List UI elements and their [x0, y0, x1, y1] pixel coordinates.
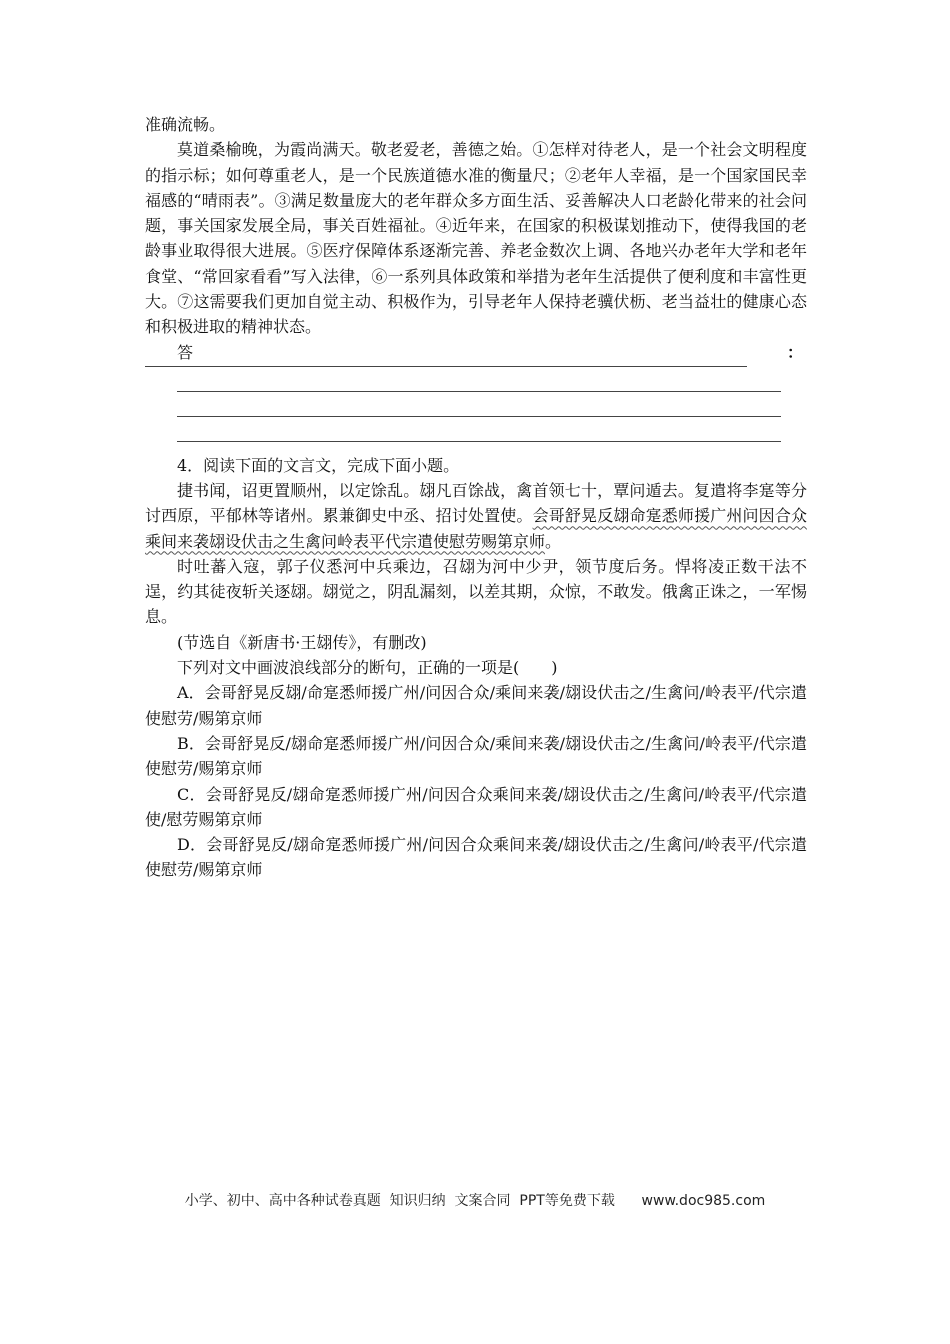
document-body — [145, 112, 807, 883]
answer-line-4[interactable] — [177, 441, 781, 442]
option-c[interactable]: C．会哥舒晃反/翃命寔悉师援广州/问因合众乘间来袭/翃设伏击之/生禽问/岭表平/代宗遣使/慰劳赐第京师 — [145, 784, 807, 829]
answer-line-3[interactable] — [177, 416, 781, 417]
option-b[interactable]: B．会哥舒晃反/翃命寔悉师援广州/问因合众/乘间来袭/翃设伏击之/生禽问/岭表平/代宗遣使慰劳/赐第京师 — [145, 733, 807, 779]
answer-colon: ： — [786, 342, 803, 362]
classical-paragraph-1 — [145, 478, 807, 554]
option-a[interactable]: A．会哥舒晃反翃/命寔悉师援广州/问因合众/乘间来袭/翃设伏击之/生禽问/岭表平/代宗遣使慰劳/赐第京师 — [145, 683, 807, 728]
question-stem: 下列对文中画波浪线部分的断句，正确的一项是( ) — [177, 658, 558, 678]
option-d[interactable]: D．会哥舒晃反/翃命寔悉师援广州/问因合众乘间来袭/翃设伏击之/生禽问/岭表平/代宗遣使慰劳/赐第京师 — [145, 835, 807, 880]
answer-line-2[interactable] — [177, 391, 781, 392]
passage-line-0: 准确流畅。 — [145, 115, 226, 134]
passage-paragraph: 莫道桑榆晚，为霞尚满天。敬老爱老，善德之始。①怎样对待老人，是一个社会文明程度的指示标；如何尊重老人，是一个民族道德水准的衡量尺；②老年人幸福，是一个国家国民幸福感的“晴雨表”。③满足数量庞大的老年群众多方面生活、妥善解决人口老龄化带来的社会问题，事关国家发展全局，事关百姓福祉。④近年来，在国家的积极谋划推动下，使得我国的老龄事业取得很大进展。⑤医疗保障体系逐渐完善、养老金数次上调、各地兴办老年大学和老年食堂、“常回家看看”写入法律，⑥一系列具体政策和举措为老年生活提供了便利度和丰富性更大。⑦这需要我们更加自觉主动、积极作为，引导老年人保持老骥伏枥、老当益壮的健康心态和积极进取的精神状态。 — [145, 140, 807, 337]
source-note: (节选自《新唐书·王翃传》，有删改) — [177, 632, 427, 652]
classical-text-end: 。 — [545, 531, 562, 551]
classical-paragraph-2: 时吐蕃入寇，郭子仪悉河中兵乘边，召翃为河中少尹，领节度后务。悍将凌正数干法不逞，约其徒夜斩关逐翃。翃觉之，阴乱漏刻，以差其期，众惊，不敢发。俄禽正诛之，一军惕息。 — [145, 556, 807, 627]
answer-label: 答 — [177, 342, 194, 362]
classical-text: 捷书闻，诏更置顺州，以定馀乱。翃凡百馀战，禽首领七十，覃问遁去。复遣将李寔等分讨西原，平郁林等诸州。累兼御史中丞、招讨处置使。 — [145, 480, 807, 526]
wavy-underlined-text: 会哥舒晃反翃命寔悉师援广州问因合众乘间来袭翃设伏击之生禽问岭表平代宗遣使慰劳赐第京师 — [145, 506, 807, 551]
answer-line-1[interactable] — [145, 366, 747, 367]
question-4-heading: 4．阅读下面的文言文，完成下面小题。 — [177, 455, 460, 475]
page-footer: 小学、初中、高中各种试卷真题 知识归纳 文案合同 PPT等免费下载 www.doc985.com — [184, 1193, 766, 1209]
answer-row — [145, 340, 807, 365]
answer-lines[interactable] — [145, 365, 807, 453]
